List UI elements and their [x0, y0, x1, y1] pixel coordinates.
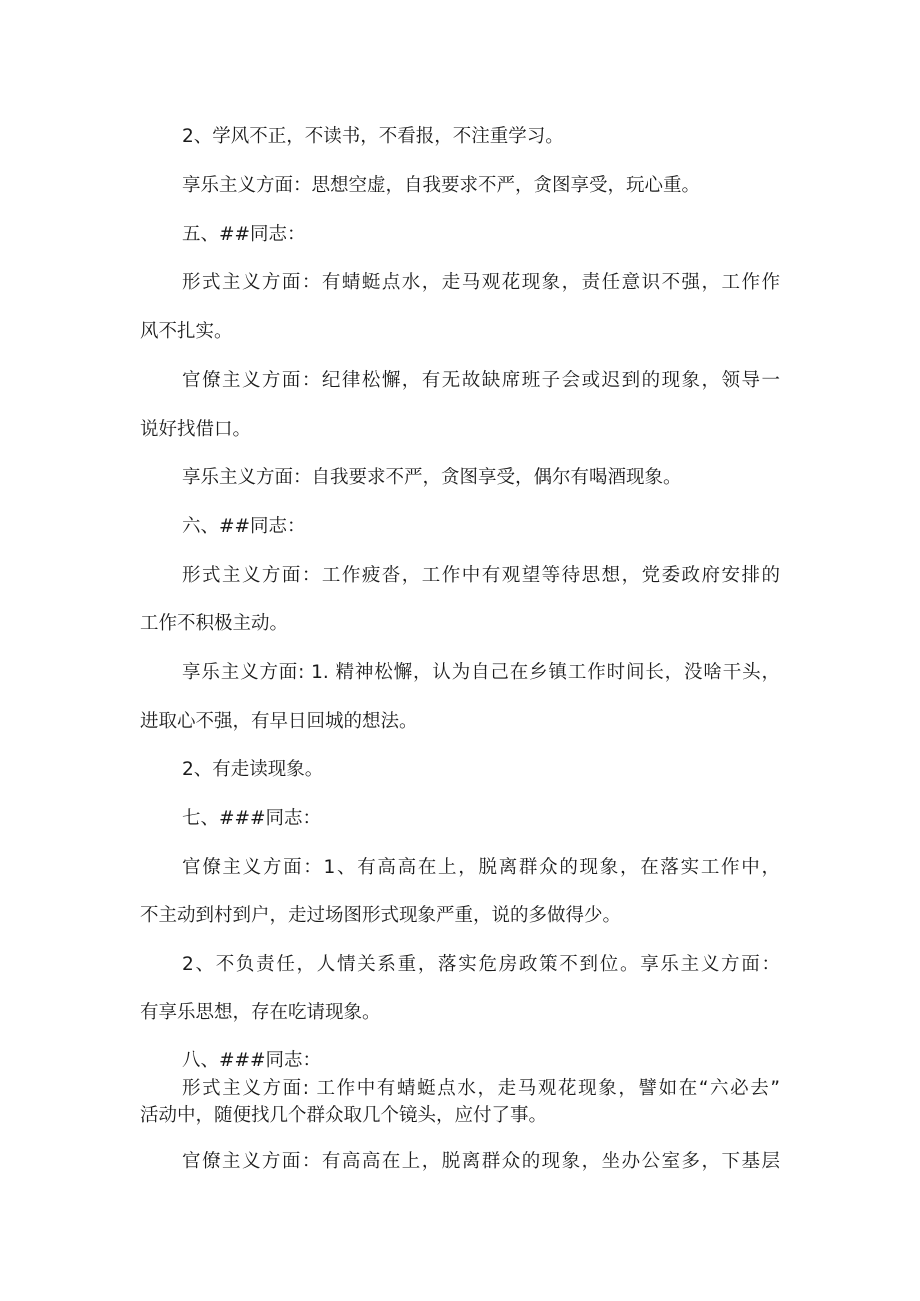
section-heading: 八、###同志：: [182, 1050, 322, 1071]
section-heading: 六、##同志：: [182, 516, 306, 537]
text-line: 形式主义方面: 工作中有蜻蜓点水，走马观花现象，譬如在“六必去”: [182, 1078, 780, 1099]
text-line: 形式主义方面：有蜻蜓点水，走马观花现象，责任意识不强，工作作: [182, 272, 780, 293]
text-line: 官僚主义方面：1、有高高在上，脱离群众的现象，在落实工作中，: [182, 857, 780, 878]
text-line: 进取心不强，有早日回城的想法。: [140, 711, 418, 732]
text-line: 不主动到村到户，走过场图形式现象严重，说的多做得少。: [140, 905, 622, 926]
text-line: 官僚主义方面：有高高在上，脱离群众的现象，坐办公室多，下基层: [182, 1151, 780, 1172]
text-line: 形式主义方面：工作疲沓，工作中有观望等待思想，党委政府安排的: [182, 565, 780, 586]
text-line: 活动中，随便找几个群众取几个镜头，应付了事。: [140, 1105, 548, 1126]
text-line: 有享乐思想，存在吃请现象。: [140, 1002, 381, 1023]
text-line: 2、有走读现象。: [182, 759, 324, 780]
section-heading: 五、##同志：: [182, 224, 306, 245]
text-line: 享乐主义方面：思想空虚，自我要求不严，贪图享受，玩心重。: [182, 175, 701, 196]
text-line: 官僚主义方面：纪律松懈，有无故缺席班子会或迟到的现象，领导一: [182, 370, 780, 391]
text-line: 风不扎实。: [140, 321, 233, 342]
text-line: 享乐主义方面：自我要求不严，贪图享受，偶尔有喝酒现象。: [182, 467, 682, 488]
text-line: 工作不积极主动。: [140, 613, 289, 634]
section-heading: 七、###同志：: [182, 808, 322, 829]
text-line: 2、学风不正，不读书，不看报，不注重学习。: [182, 126, 564, 147]
text-line: 享乐主义方面: 1. 精神松懈，认为自己在乡镇工作时间长，没啥干头，: [182, 662, 780, 683]
text-line: 说好找借口。: [140, 419, 252, 440]
text-line: 2、不负责任，人情关系重，落实危房政策不到位。享乐主义方面：: [182, 954, 780, 975]
